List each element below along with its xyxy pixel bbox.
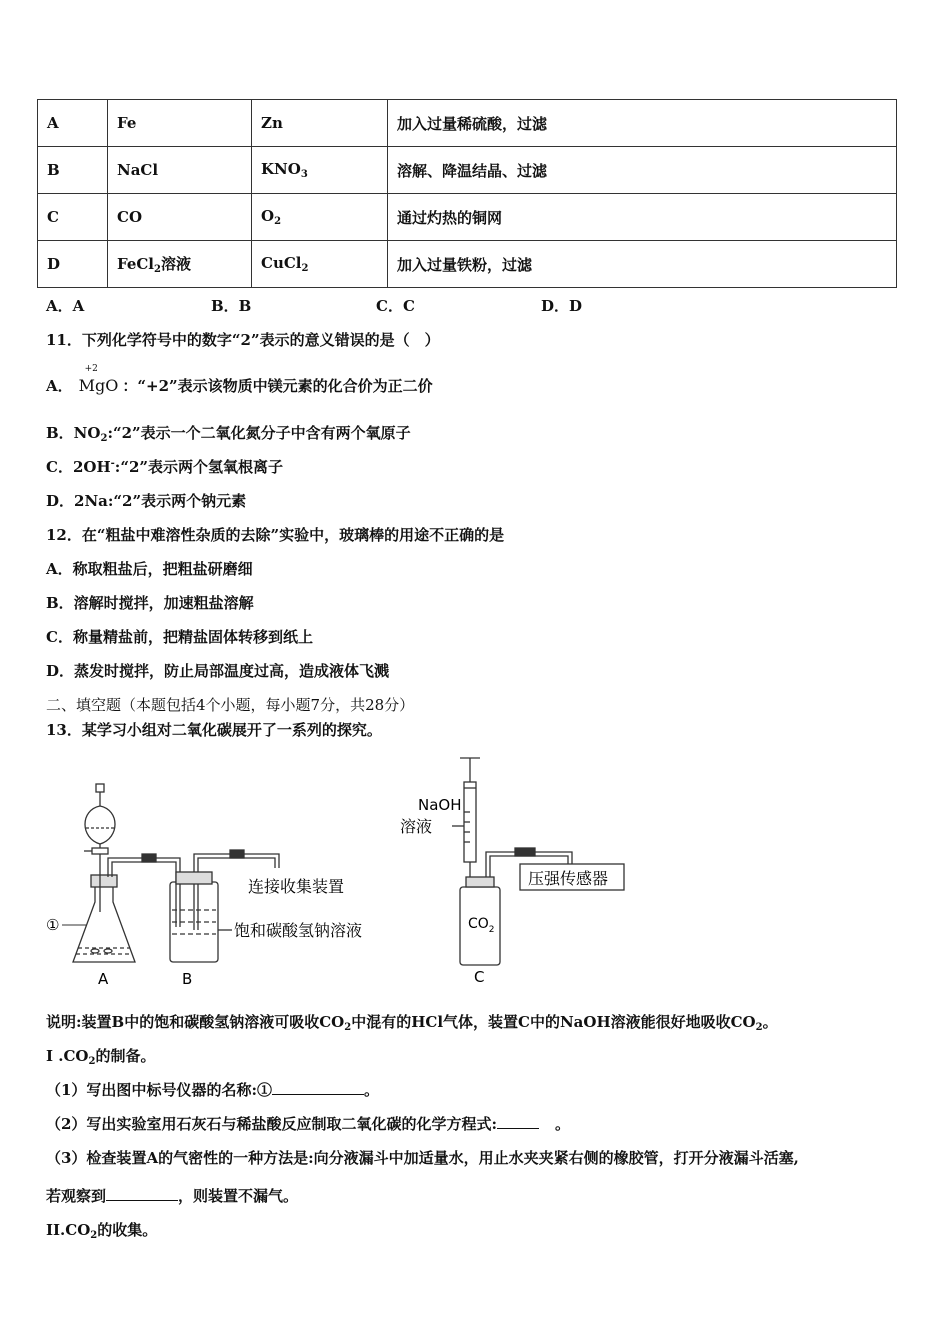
apparatus-figure <box>40 752 640 992</box>
q11-option-a[interactable]: A． +2 MgO ：“+2”表示该物质中镁元素的化合价为正二价 <box>46 364 433 395</box>
section-heading: 二、填空题（本题包括4个小题，每小题7分，共28分） <box>46 696 415 714</box>
q12-option-a[interactable]: A．称取粗盐后，把粗盐研磨细 <box>46 560 253 578</box>
method-cell: 加入过量铁粉，过滤 <box>388 241 897 288</box>
q11-stem: 11．下列化学符号中的数字“2”表示的意义错误的是（ ） <box>46 331 440 349</box>
label-solution: 溶液 <box>400 817 433 836</box>
substance-cell: CO <box>108 194 252 241</box>
substance-cell: NaCl <box>108 147 252 194</box>
table-row <box>38 147 897 194</box>
q13-stem: 13．某学习小组对二氧化碳展开了一系列的探究。 <box>46 721 382 739</box>
q13-sub3: （3）检查装置A的气密性的一种方法是:向分液漏斗中加适量水，用止水夹夹紧右侧的橡胶管，打开分液漏斗活塞, <box>46 1149 799 1167</box>
impurity-cell: $KNO_3$ <box>252 147 388 194</box>
method-cell: 通过灼热的铜网 <box>388 194 897 241</box>
label-naoh: NaOH <box>418 796 462 814</box>
erlenmeyer-flask <box>73 875 135 962</box>
label-one: ① <box>46 916 60 934</box>
q11-option-b[interactable]: B．$NO_2:“2$”表示一个二氧化氮分子中含有两个氧原子 <box>46 424 411 444</box>
option-cell: B <box>38 147 108 194</box>
substance-cell: FeCl$_2$溶液 <box>108 241 252 288</box>
choice-c[interactable]: C．C <box>376 297 415 315</box>
table-row <box>38 100 897 147</box>
method-cell: 加入过量稀硫酸，过滤 <box>388 100 897 147</box>
label-co2: $CO_2$ <box>468 916 495 935</box>
table-row <box>38 241 897 288</box>
choice-a[interactable]: A．A <box>46 297 85 315</box>
part2-heading: $II.CO_2$的收集。 <box>46 1221 158 1241</box>
answer-blank-2[interactable] <box>497 1114 539 1129</box>
q13-sub2: （2）写出实验室用石灰石与稀盐酸反应制取二氧化碳的化学方程式: 。 <box>46 1115 570 1133</box>
part1-heading: I $.CO_2$的制备。 <box>46 1047 156 1067</box>
label-sensor: 压强传感器 <box>528 869 609 888</box>
q12-option-c[interactable]: C．称量精盐前，把精盐固体转移到纸上 <box>46 628 313 646</box>
gas-bottle <box>460 848 572 965</box>
q12-stem: 12．在“粗盐中难溶性杂质的去除”实验中，玻璃棒的用途不正确的是 <box>46 526 505 544</box>
label-a: A <box>98 970 109 988</box>
q12-option-d[interactable]: D．蒸发时搅拌，防止局部温度过高，造成液体飞溅 <box>46 662 390 680</box>
q13-sub3-cont: 若观察到 ，则装置不漏气。 <box>46 1187 299 1205</box>
substance-cell: Fe <box>108 100 252 147</box>
label-collect: 连接收集装置 <box>248 877 345 896</box>
q11-option-c[interactable]: C．2OH-:“2”表示两个氢氧根离子 <box>46 458 284 476</box>
syringe <box>452 758 480 877</box>
answer-blank-3[interactable] <box>106 1186 178 1201</box>
q12-option-b[interactable]: B．溶解时搅拌，加速粗盐溶解 <box>46 594 254 612</box>
impurity-cell: $O_2$ <box>252 194 388 241</box>
q13-sub1: （1）写出图中标号仪器的名称:① 。 <box>46 1081 379 1099</box>
options-table <box>37 99 897 288</box>
q11-option-d[interactable]: D．2Na:“2”表示两个钠元素 <box>46 492 247 510</box>
impurity-cell: CuCl$_2$ <box>252 241 388 288</box>
table-row <box>38 194 897 241</box>
label-nahco3: 饱和碳酸氢钠溶液 <box>234 921 363 940</box>
label-b: B <box>182 970 193 988</box>
impurity-cell: Zn <box>252 100 388 147</box>
option-cell: C <box>38 194 108 241</box>
choice-d[interactable]: D．D <box>541 297 583 315</box>
label-c: C <box>474 968 485 986</box>
answer-blank-1[interactable] <box>272 1080 364 1095</box>
option-cell: D <box>38 241 108 288</box>
method-cell: 溶解、降温结晶、过滤 <box>388 147 897 194</box>
wash-bottle <box>170 872 232 962</box>
mgo-formula: +2 MgO <box>78 364 119 395</box>
q13-note: 说明:装置B中的饱和碳酸氢钠溶液可吸收$CO_2$中混有的HCl气体，装置C中的NaOH溶液能很好地吸收$CO_2$。 <box>46 1013 778 1033</box>
separatory-funnel <box>84 784 115 912</box>
choice-b[interactable]: B．B <box>211 297 252 315</box>
option-cell: A <box>38 100 108 147</box>
